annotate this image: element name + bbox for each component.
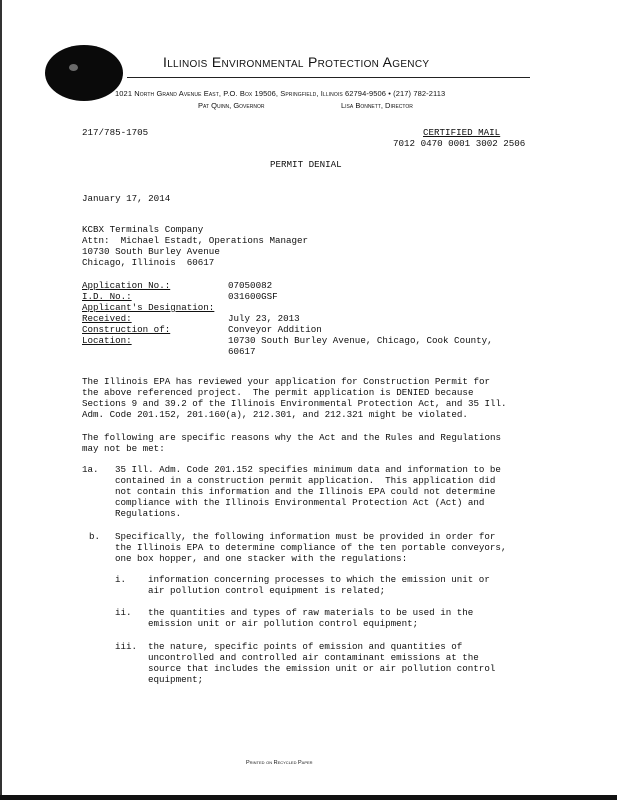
letter-date: January 17, 2014 bbox=[82, 193, 171, 204]
recipient-line: 10730 South Burley Avenue bbox=[82, 246, 220, 257]
recipient-line: Chicago, Illinois 60617 bbox=[82, 257, 215, 268]
denial-paragraph bbox=[82, 376, 507, 420]
item-line: Regulations. bbox=[115, 508, 182, 519]
subitem-label: iii. bbox=[115, 641, 138, 652]
agency-seal-logo bbox=[45, 45, 123, 101]
phone-number: 217/785-1705 bbox=[82, 127, 149, 138]
field-value: July 23, 2013 bbox=[228, 313, 300, 324]
page-bottom-edge bbox=[0, 795, 617, 800]
item-line: the Illinois EPA to determine compliance of the ten portable conveyors, bbox=[115, 542, 507, 553]
field-value bbox=[228, 302, 493, 313]
field-value: 60617 bbox=[228, 346, 256, 357]
item-1a-text bbox=[115, 464, 501, 519]
paragraph-line: the above referenced project. The permit application is DENIED because bbox=[82, 387, 474, 398]
item-line: not contain this information and the Illinois EPA could not determine bbox=[115, 486, 496, 497]
subitem-label: ii. bbox=[115, 607, 132, 618]
recipient-line: KCBX Terminals Company bbox=[82, 224, 204, 235]
subitem-label: i. bbox=[115, 574, 127, 585]
page-left-edge bbox=[0, 0, 2, 800]
director-name: Lisa Bonnett, Director bbox=[341, 101, 413, 110]
item-line: contained in a construction permit application. This application did bbox=[115, 475, 496, 486]
field-label: Application No.: bbox=[82, 280, 171, 291]
item-line: one box hopper, and one stacker with the regulations: bbox=[115, 553, 408, 564]
item-label: 1a. bbox=[82, 464, 99, 475]
agency-name: Illinois Environmental Protection Agency bbox=[163, 54, 430, 70]
field-label: I.D. No.: bbox=[82, 291, 132, 302]
paragraph-line: The Illinois EPA has reviewed your application for Construction Permit for bbox=[82, 376, 490, 387]
paragraph-line: Sections 9 and 39.2 of the Illinois Environmental Protection Act, and 35 Ill. bbox=[82, 398, 507, 409]
governor-name: Pat Quinn, Governor bbox=[198, 101, 265, 110]
subitem-line: uncontrolled and controlled air contaminant emissions at the bbox=[148, 652, 479, 663]
field-label: Construction of: bbox=[82, 324, 171, 335]
field-label: Applicant's Designation: bbox=[82, 302, 215, 313]
subitem-i-text bbox=[148, 574, 490, 596]
subitem-line: equipment; bbox=[148, 674, 204, 685]
field-label: Received: bbox=[82, 313, 132, 324]
certified-mail-number: 7012 0470 0001 3002 2506 bbox=[393, 138, 526, 149]
subitem-ii-text bbox=[148, 607, 473, 629]
letterhead-divider bbox=[127, 77, 530, 78]
subitem-iii-text bbox=[148, 641, 495, 685]
subitem-line: air pollution control equipment is related; bbox=[148, 585, 386, 596]
field-value: Conveyor Addition bbox=[228, 324, 322, 335]
printed-on-recycled-paper: Printed on Recycled Paper bbox=[246, 760, 313, 766]
paragraph-line: Adm. Code 201.152, 201.160(a), 212.301, and 212.321 might be violated. bbox=[82, 409, 468, 420]
field-label: Location: bbox=[82, 335, 132, 346]
application-fields bbox=[82, 280, 214, 346]
item-b-text bbox=[115, 531, 506, 564]
paragraph-line: The following are specific reasons why the Act and the Rules and Regulations bbox=[82, 432, 502, 443]
certified-mail-label: CERTIFIED MAIL bbox=[423, 127, 501, 138]
field-value: 10730 South Burley Avenue, Chicago, Cook County, bbox=[228, 335, 493, 346]
item-line: compliance with the Illinois Environmental Protection Act (Act) and bbox=[115, 497, 485, 508]
field-value: 07050082 bbox=[228, 280, 273, 291]
item-line: Specifically, the following information must be provided in order for bbox=[115, 531, 496, 542]
subitem-line: source that includes the emission unit or air pollution control bbox=[148, 663, 496, 674]
reasons-intro bbox=[82, 432, 501, 454]
paragraph-line: may not be met: bbox=[82, 443, 165, 454]
recipient-line: Attn: Michael Estadt, Operations Manager bbox=[82, 235, 309, 246]
field-value: 031600GSF bbox=[228, 291, 278, 302]
subitem-line: the quantities and types of raw materials to be used in the bbox=[148, 607, 474, 618]
subitem-line: emission unit or air pollution control equipment; bbox=[148, 618, 419, 629]
seal-emblem-icon bbox=[69, 64, 78, 71]
subitem-line: information concerning processes to which the emission unit or bbox=[148, 574, 490, 585]
agency-address: 1021 North Grand Avenue East, P.O. Box 19506, Springfield, Illinois 62794-9506 • (217) 782-2113 bbox=[115, 89, 446, 98]
recipient-address bbox=[82, 224, 308, 268]
application-values bbox=[228, 280, 493, 357]
item-label: b. bbox=[89, 531, 101, 542]
document-title: PERMIT DENIAL bbox=[270, 159, 342, 170]
item-line: 35 Ill. Adm. Code 201.152 specifies minimum data and information to be bbox=[115, 464, 501, 475]
subitem-line: the nature, specific points of emission and quantities of bbox=[148, 641, 463, 652]
